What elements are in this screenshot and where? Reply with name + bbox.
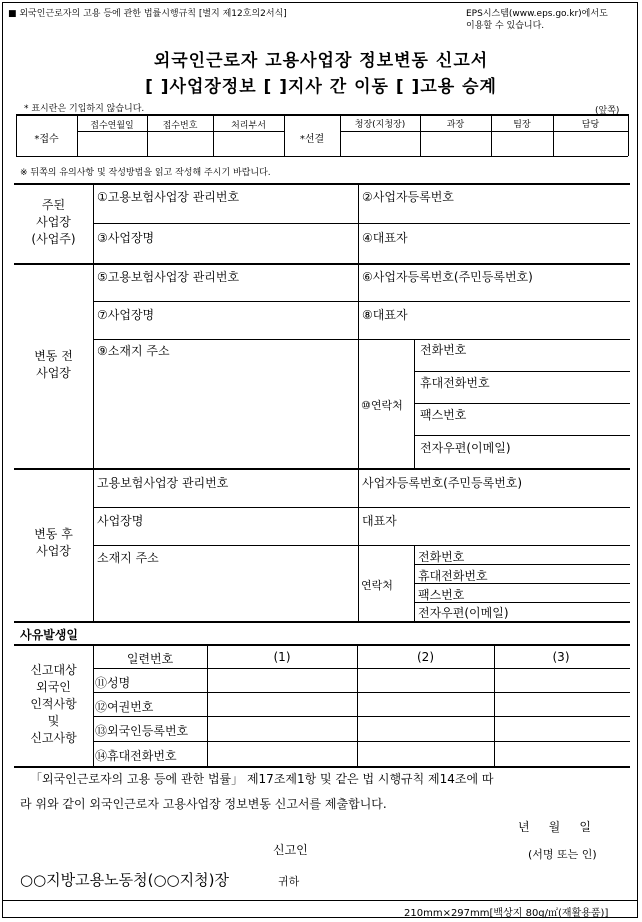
receipt-label: *접수 bbox=[34, 134, 59, 145]
worker-mobile-row-label: ⑭휴대전화번호 bbox=[95, 749, 177, 763]
read-back-note: ※ 뒤쪽의 유의사항 및 작성방법을 읽고 작성해 주시기 바랍니다. bbox=[20, 168, 271, 178]
declaration-line2: 라 위와 같이 외국인근로자 고용사업장 정보변동 신고서를 제출합니다. bbox=[20, 797, 387, 811]
after-representative-label: 대표자 bbox=[362, 514, 397, 528]
worker-name-row-label: ⑪성명 bbox=[95, 676, 131, 690]
workers-section-label: 신고대상 외국인 인적사항 및 신고사항 bbox=[30, 663, 77, 745]
main-mgmt-number-label: ①고용보험사업장 관리번호 bbox=[97, 190, 240, 204]
main-representative-label: ④대표자 bbox=[362, 231, 408, 245]
approval-team-header: 팀장 bbox=[513, 120, 531, 130]
worker-col-2-header: (2) bbox=[417, 650, 434, 664]
approval-staff-header: 담당 bbox=[581, 120, 600, 130]
receipt-number-header: 접수번호 bbox=[162, 121, 198, 131]
signature-label: (서명 또는 인) bbox=[528, 848, 597, 861]
form-title: 외국인근로자 고용사업장 정보변동 신고서 bbox=[153, 51, 489, 71]
approval-director-header: 과장 bbox=[446, 120, 465, 130]
before-representative-label: ⑧대표자 bbox=[362, 308, 408, 322]
before-email-label: 전자우편(이메일) bbox=[420, 441, 511, 455]
before-mgmt-number-label: ⑤고용보험사업장 관리번호 bbox=[97, 270, 240, 284]
recipient-suffix: 귀하 bbox=[278, 875, 300, 888]
after-business-reg-label: 사업자등록번호(주민등록번호) bbox=[362, 476, 523, 490]
worker-alien-reg-row-label: ⑬외국인등록번호 bbox=[95, 724, 189, 738]
main-site-section-label: 주된 사업장 (사업주) bbox=[31, 198, 76, 246]
eps-note-line1: EPS시스템(www.eps.go.kr)에서도 bbox=[466, 9, 608, 19]
before-fax-label: 팩스번호 bbox=[420, 408, 467, 422]
after-mobile-label: 휴대전화번호 bbox=[418, 569, 488, 583]
before-site-section-label: 변동 전 사업장 bbox=[34, 349, 73, 380]
worker-passport-row-label: ⑫여권번호 bbox=[95, 700, 154, 714]
before-address-label: ⑨소재지 주소 bbox=[97, 344, 170, 358]
before-site-name-label: ⑦사업장명 bbox=[97, 308, 155, 322]
form-subtitle: [ ]사업장정보 [ ]지사 간 이동 [ ]고용 승계 bbox=[145, 77, 497, 97]
paper-spec: 210mm×297mm[백상지 80g/㎡(재활용품)] bbox=[404, 908, 609, 919]
before-phone-label: 전화번호 bbox=[420, 343, 467, 357]
main-site-name-label: ③사업장명 bbox=[97, 231, 155, 245]
main-business-reg-label: ②사업자등록번호 bbox=[362, 190, 454, 204]
reason-date-label: 사유발생일 bbox=[20, 628, 78, 642]
eps-note-line2: 이용할 수 있습니다. bbox=[466, 21, 545, 31]
after-mgmt-number-label: 고용보험사업장 관리번호 bbox=[97, 476, 229, 490]
declaration-line1: 「외국인근로자의 고용 등에 관한 법률」 제17조제1항 및 같은 법 시행규칙 제14조에 따 bbox=[30, 772, 494, 786]
no-fill-note: * 표시란은 기입하지 않습니다. bbox=[24, 104, 145, 114]
declaration-date: 년 월 일 bbox=[518, 820, 591, 834]
after-site-name-label: 사업장명 bbox=[97, 514, 144, 528]
processing-dept-header: 처리부서 bbox=[231, 121, 266, 131]
after-site-section-label: 변동 후 사업장 bbox=[34, 527, 73, 558]
form-law-reference: ■ 외국인근로자의 고용 등에 관한 법률시행규칙 [별지 제12호의2서식] bbox=[8, 9, 287, 19]
recipient-office: ○○지방고용노동청(○○지청)장 bbox=[20, 871, 229, 889]
after-email-label: 전자우편(이메일) bbox=[418, 606, 509, 620]
approval-chief-header: 청장(지청장) bbox=[354, 120, 406, 130]
after-phone-label: 전화번호 bbox=[418, 550, 465, 564]
after-address-label: 소재지 주소 bbox=[97, 551, 159, 565]
worker-col-1-header: (1) bbox=[273, 650, 291, 664]
reporter-label: 신고인 bbox=[273, 843, 308, 857]
before-business-reg-label: ⑥사업자등록번호(주민등록번호) bbox=[362, 270, 533, 284]
after-contact-label: 연락처 bbox=[361, 579, 393, 592]
approval-label: *선결 bbox=[299, 134, 325, 145]
receipt-date-header: 접수연월일 bbox=[90, 121, 134, 131]
worker-col-3-header: (3) bbox=[552, 650, 570, 664]
before-mobile-label: 휴대전화번호 bbox=[420, 376, 490, 390]
front-page-label: (앞쪽) bbox=[595, 106, 620, 116]
before-contact-label: ⑩연락처 bbox=[361, 399, 403, 412]
after-fax-label: 팩스번호 bbox=[418, 588, 465, 602]
serial-number-header: 일련번호 bbox=[126, 652, 174, 666]
